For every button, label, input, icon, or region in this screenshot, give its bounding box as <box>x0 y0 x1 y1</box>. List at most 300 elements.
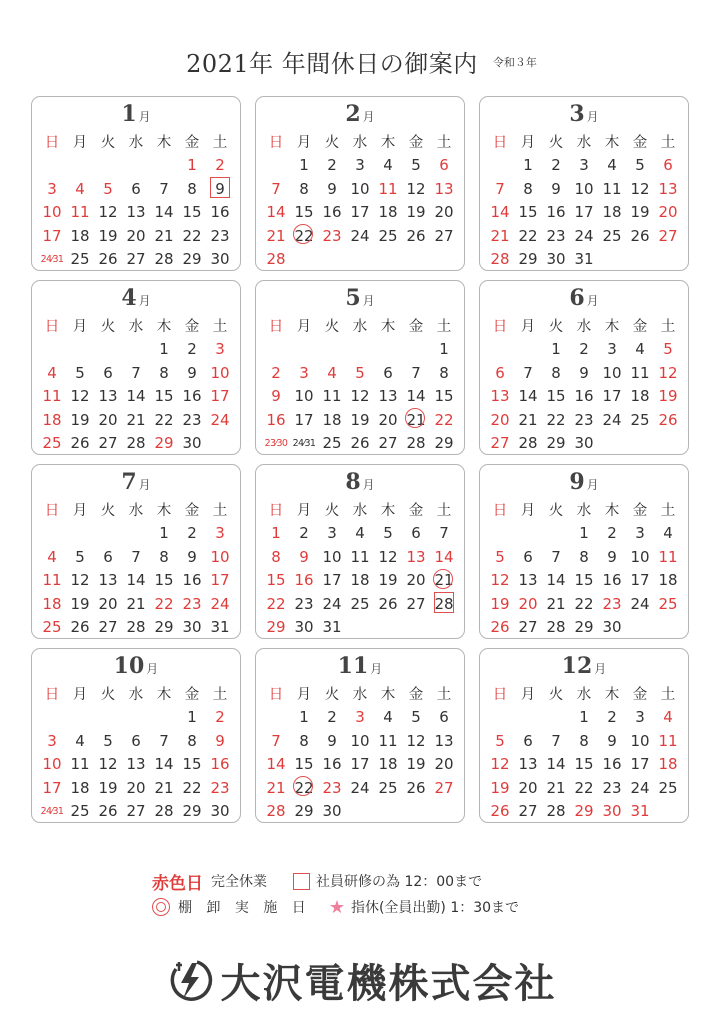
day-cell: 5 <box>383 524 393 543</box>
empty-cell <box>318 338 346 362</box>
month-10 <box>31 648 241 823</box>
day-cell: 20 <box>406 571 426 590</box>
day-cell: 11 <box>630 363 650 382</box>
day-cell: 29 <box>154 618 174 637</box>
day-cell: 23 <box>210 778 230 797</box>
day-cell: 26 <box>378 594 398 613</box>
month-number: 5 <box>345 285 361 311</box>
day-cell: 7 <box>523 363 533 382</box>
day-cell: 19 <box>630 203 650 222</box>
empty-cell <box>66 522 94 546</box>
empty-cell <box>66 338 94 362</box>
day-cell: 17 <box>294 410 314 429</box>
weekday-label: 月 <box>296 319 312 336</box>
day-cell: 27 <box>126 802 146 821</box>
day-cell: 26 <box>490 618 510 637</box>
weekday-label: 日 <box>268 687 284 704</box>
day-cell: 17 <box>574 203 594 222</box>
day-cell: 13 <box>126 203 146 222</box>
day-cell: 5 <box>355 363 365 382</box>
day-cell: 7 <box>271 731 281 750</box>
month-number: 9 <box>569 469 585 495</box>
day-cell: 6 <box>439 708 449 727</box>
day-cell: 8 <box>187 731 197 750</box>
day-cell: 5 <box>75 547 85 566</box>
day-cell: 30 <box>574 434 594 453</box>
day-cell: 7 <box>495 179 505 198</box>
month-label: 月 <box>362 478 375 492</box>
month-number: 6 <box>569 285 585 311</box>
empty-cell <box>38 706 66 730</box>
day-cell: 18 <box>322 410 342 429</box>
day-cell: 8 <box>523 179 533 198</box>
day-cell: 10 <box>350 179 370 198</box>
legend <box>152 870 592 922</box>
empty-cell <box>262 706 290 730</box>
day-cell: 26 <box>658 410 678 429</box>
day-cell: 7 <box>551 731 561 750</box>
weekday-label: 土 <box>212 503 228 520</box>
era-label: 令和３年 <box>492 56 537 69</box>
day-cell: 26 <box>350 434 370 453</box>
day-cell: 22 <box>154 594 174 613</box>
day-cell: 1 <box>271 524 281 543</box>
day-cell: 1 <box>299 156 309 175</box>
day-grid <box>262 314 458 455</box>
weekday-label: 水 <box>576 319 592 336</box>
month-number: 3 <box>569 101 585 127</box>
weekday-label: 木 <box>380 319 396 336</box>
day-cell: 27 <box>434 778 454 797</box>
day-cell: 10 <box>294 387 314 406</box>
day-cell: 13 <box>518 571 538 590</box>
day-cell: 2 <box>215 156 225 175</box>
empty-cell <box>94 154 122 178</box>
day-cell: 29 <box>574 618 594 637</box>
day-cell: 2 <box>327 156 337 175</box>
month-label: 月 <box>362 294 375 308</box>
day-cell: 8 <box>159 363 169 382</box>
day-cell: 22 <box>266 594 286 613</box>
day-cell: 3 <box>355 708 365 727</box>
day-cell: 25 <box>42 434 62 453</box>
day-cell: 14 <box>406 387 426 406</box>
weekday-label: 木 <box>604 503 620 520</box>
header <box>0 44 723 84</box>
empty-cell <box>514 338 542 362</box>
day-cell: 24 <box>322 594 342 613</box>
day-cell: 29 <box>546 434 566 453</box>
day-cell: 19 <box>98 226 118 245</box>
day-cell: 23 <box>182 410 202 429</box>
month-number: 4 <box>121 285 137 311</box>
month-label: 月 <box>138 294 151 308</box>
month-header <box>256 285 464 311</box>
day-cell: 9 <box>607 547 617 566</box>
day-cell: 30 <box>546 250 566 269</box>
day-cell: 27 <box>518 802 538 821</box>
day-cell: 3 <box>47 731 57 750</box>
day-grid <box>486 130 682 271</box>
day-cell: 11 <box>378 731 398 750</box>
day-cell: 15 <box>182 755 202 774</box>
day-cell: 25 <box>658 778 678 797</box>
day-cell: 7 <box>159 731 169 750</box>
day-cell: 11 <box>322 387 342 406</box>
weekday-label: 火 <box>548 319 564 336</box>
day-cell: 21 <box>266 226 286 245</box>
day-cell: 24 <box>350 778 370 797</box>
weekday-label: 火 <box>548 135 564 152</box>
day-cell: 11 <box>658 731 678 750</box>
day-cell: 20 <box>126 778 146 797</box>
weekday-label: 金 <box>408 687 424 704</box>
month-label: 月 <box>586 478 599 492</box>
empty-cell <box>94 338 122 362</box>
day-cell: 30 <box>182 618 202 637</box>
day-cell: 5 <box>635 156 645 175</box>
day-cell: 6 <box>523 547 533 566</box>
day-cell: 5 <box>495 547 505 566</box>
day-cell: 2 <box>215 708 225 727</box>
day-cell: 9 <box>187 363 197 382</box>
day-cell: 31 <box>630 802 650 821</box>
day-cell: 18 <box>602 203 622 222</box>
day-cell: 25 <box>602 226 622 245</box>
day-cell: 6 <box>523 731 533 750</box>
empty-cell <box>122 706 150 730</box>
weekday-label: 土 <box>436 319 452 336</box>
month-header <box>256 101 464 127</box>
day-cell: 7 <box>439 524 449 543</box>
weekday-label: 水 <box>576 687 592 704</box>
day-cell: 7 <box>131 547 141 566</box>
day-cell: 18 <box>378 203 398 222</box>
day-cell: 9 <box>327 179 337 198</box>
day-cell: 22 <box>182 226 202 245</box>
day-cell: 11 <box>70 755 90 774</box>
day-cell: 22 <box>574 594 594 613</box>
month-label: 月 <box>362 110 375 124</box>
weekday-label: 金 <box>632 319 648 336</box>
day-cell: 15 <box>574 571 594 590</box>
day-cell: 19 <box>70 410 90 429</box>
day-cell: 11 <box>42 571 62 590</box>
day-cell: 20 <box>658 203 678 222</box>
day-cell: 12 <box>378 547 398 566</box>
day-cell: 13 <box>518 755 538 774</box>
month-label: 月 <box>138 110 151 124</box>
day-cell: 27 <box>658 226 678 245</box>
day-cell: 4 <box>47 547 57 566</box>
day-cell: 24 <box>630 594 650 613</box>
day-cell: 23⁄30 <box>264 437 288 449</box>
day-cell: 8 <box>579 731 589 750</box>
day-cell: 18 <box>70 778 90 797</box>
day-cell: 1 <box>579 524 589 543</box>
day-cell: 16 <box>182 571 202 590</box>
empty-cell <box>486 154 514 178</box>
day-cell: 22 <box>574 778 594 797</box>
day-grid <box>38 130 234 271</box>
day-cell: 25 <box>70 250 90 269</box>
legend-red-day-text: 完全休業 <box>211 874 267 890</box>
day-cell: 22 <box>290 224 318 248</box>
day-cell: 10 <box>350 731 370 750</box>
day-cell: 3 <box>47 179 57 198</box>
month-8 <box>255 464 465 639</box>
day-grid <box>262 498 458 639</box>
day-cell: 16 <box>574 387 594 406</box>
day-cell: 22 <box>182 778 202 797</box>
weekday-label: 月 <box>72 319 88 336</box>
weekday-label: 水 <box>576 503 592 520</box>
day-cell: 14 <box>266 755 286 774</box>
day-cell: 28 <box>126 618 146 637</box>
day-cell: 15 <box>294 755 314 774</box>
weekday-label: 金 <box>632 135 648 152</box>
weekday-label: 月 <box>520 135 536 152</box>
month-header <box>32 285 240 311</box>
weekday-label: 水 <box>352 319 368 336</box>
day-cell: 10 <box>574 179 594 198</box>
day-cell: 24 <box>210 594 230 613</box>
day-cell: 22 <box>518 226 538 245</box>
empty-cell <box>66 706 94 730</box>
month-label: 月 <box>594 662 607 676</box>
month-header <box>480 101 688 127</box>
day-grid <box>38 498 234 639</box>
day-cell: 10 <box>210 547 230 566</box>
day-grid <box>38 682 234 823</box>
day-cell: 3 <box>215 340 225 359</box>
day-cell: 16 <box>294 571 314 590</box>
day-cell: 4 <box>75 179 85 198</box>
day-cell: 9 <box>299 547 309 566</box>
day-cell: 7 <box>159 179 169 198</box>
day-cell: 3 <box>299 363 309 382</box>
day-cell: 5 <box>663 340 673 359</box>
day-cell: 16 <box>546 203 566 222</box>
day-cell: 29 <box>182 802 202 821</box>
weekday-label: 水 <box>352 135 368 152</box>
day-cell: 21 <box>402 408 430 432</box>
legend-star-text: 指休(全員出勤) 1：30まで <box>350 900 520 916</box>
day-cell: 1 <box>159 340 169 359</box>
day-cell: 1 <box>187 708 197 727</box>
day-cell: 17 <box>322 571 342 590</box>
weekday-label: 土 <box>660 135 676 152</box>
day-cell: 13 <box>434 731 454 750</box>
day-cell: 10 <box>630 547 650 566</box>
day-cell: 9 <box>327 731 337 750</box>
day-cell: 14 <box>126 571 146 590</box>
day-cell: 9 <box>271 387 281 406</box>
day-cell: 5 <box>103 731 113 750</box>
empty-cell <box>486 522 514 546</box>
day-cell: 10 <box>322 547 342 566</box>
weekday-label: 日 <box>44 503 60 520</box>
day-cell: 21 <box>154 778 174 797</box>
empty-cell <box>122 338 150 362</box>
day-cell: 17 <box>350 755 370 774</box>
day-cell: 14 <box>154 203 174 222</box>
day-cell: 14 <box>126 387 146 406</box>
day-cell: 19 <box>490 594 510 613</box>
day-cell: 21 <box>266 778 286 797</box>
empty-cell <box>514 706 542 730</box>
day-cell: 4 <box>607 156 617 175</box>
weekday-label: 月 <box>72 503 88 520</box>
weekday-label: 月 <box>296 687 312 704</box>
month-number: 12 <box>561 653 593 679</box>
weekday-label: 日 <box>44 135 60 152</box>
weekday-label: 火 <box>100 503 116 520</box>
day-cell: 12 <box>70 571 90 590</box>
day-cell: 23 <box>294 594 314 613</box>
day-cell: 26 <box>70 434 90 453</box>
day-cell: 1 <box>523 156 533 175</box>
day-cell: 4 <box>383 708 393 727</box>
empty-cell <box>262 338 290 362</box>
day-cell: 27 <box>126 250 146 269</box>
month-header <box>256 653 464 679</box>
day-cell: 5 <box>75 363 85 382</box>
day-cell: 1 <box>187 156 197 175</box>
day-cell: 24 <box>602 410 622 429</box>
empty-cell <box>150 706 178 730</box>
day-cell: 13 <box>126 755 146 774</box>
day-cell: 1 <box>439 340 449 359</box>
weekday-label: 土 <box>436 135 452 152</box>
day-cell: 2 <box>607 708 617 727</box>
month-header <box>32 469 240 495</box>
day-cell: 29 <box>574 802 594 821</box>
day-cell: 18 <box>350 571 370 590</box>
day-cell: 27 <box>406 594 426 613</box>
weekday-label: 火 <box>100 687 116 704</box>
day-cell: 18 <box>630 387 650 406</box>
day-cell: 21 <box>518 410 538 429</box>
empty-cell <box>94 706 122 730</box>
day-cell: 6 <box>439 156 449 175</box>
day-cell: 26 <box>490 802 510 821</box>
day-cell: 13 <box>434 179 454 198</box>
day-cell: 7 <box>131 363 141 382</box>
day-cell: 9 <box>579 363 589 382</box>
weekday-label: 金 <box>632 503 648 520</box>
day-cell: 15 <box>574 755 594 774</box>
day-cell: 7 <box>411 363 421 382</box>
weekday-label: 火 <box>324 503 340 520</box>
weekday-label: 水 <box>128 503 144 520</box>
day-cell: 28 <box>154 802 174 821</box>
day-cell: 5 <box>495 731 505 750</box>
day-cell: 29 <box>518 250 538 269</box>
weekday-label: 土 <box>436 687 452 704</box>
weekday-label: 金 <box>184 135 200 152</box>
weekday-label: 水 <box>576 135 592 152</box>
weekday-label: 水 <box>352 503 368 520</box>
weekday-label: 金 <box>408 319 424 336</box>
day-cell: 23 <box>210 226 230 245</box>
day-cell: 8 <box>271 547 281 566</box>
double-circle-icon <box>152 898 170 916</box>
legend-box-text: 社員研修の為 12：00まで <box>316 874 483 890</box>
day-cell: 6 <box>103 363 113 382</box>
day-cell: 1 <box>579 708 589 727</box>
day-cell: 27 <box>378 434 398 453</box>
day-cell: 3 <box>607 340 617 359</box>
day-cell: 21 <box>546 594 566 613</box>
weekday-label: 日 <box>268 135 284 152</box>
weekday-label: 日 <box>492 687 508 704</box>
weekday-label: 月 <box>296 135 312 152</box>
empty-cell <box>486 706 514 730</box>
day-cell: 26 <box>406 226 426 245</box>
month-header <box>32 101 240 127</box>
month-number: 11 <box>337 653 369 679</box>
day-cell: 19 <box>98 778 118 797</box>
day-cell: 27 <box>434 226 454 245</box>
day-cell: 20 <box>98 410 118 429</box>
empty-cell <box>486 338 514 362</box>
day-cell: 19 <box>70 594 90 613</box>
day-cell: 30 <box>322 802 342 821</box>
day-cell: 17 <box>350 203 370 222</box>
day-cell: 26 <box>98 802 118 821</box>
month-header <box>32 653 240 679</box>
weekday-label: 金 <box>408 503 424 520</box>
day-cell: 28 <box>518 434 538 453</box>
day-cell: 24 <box>630 778 650 797</box>
day-cell: 16 <box>602 571 622 590</box>
day-cell: 14 <box>546 571 566 590</box>
weekday-label: 日 <box>492 319 508 336</box>
day-cell: 28 <box>546 618 566 637</box>
day-cell: 18 <box>42 410 62 429</box>
month-header <box>256 469 464 495</box>
day-cell: 15 <box>154 571 174 590</box>
weekday-label: 木 <box>604 135 620 152</box>
day-cell: 14 <box>266 203 286 222</box>
empty-cell <box>38 338 66 362</box>
day-cell: 8 <box>439 363 449 382</box>
day-cell: 9 <box>187 547 197 566</box>
month-label: 月 <box>586 110 599 124</box>
day-cell: 24 <box>210 410 230 429</box>
month-11 <box>255 648 465 823</box>
day-cell: 12 <box>658 363 678 382</box>
day-cell: 12 <box>98 755 118 774</box>
day-cell: 29 <box>434 434 454 453</box>
day-cell: 28 <box>266 250 286 269</box>
weekday-label: 木 <box>604 319 620 336</box>
day-cell: 27 <box>98 434 118 453</box>
day-grid <box>486 314 682 455</box>
day-cell: 2 <box>327 708 337 727</box>
day-cell: 21 <box>126 594 146 613</box>
month-5 <box>255 280 465 455</box>
day-cell: 3 <box>635 708 645 727</box>
empty-cell <box>374 338 402 362</box>
weekday-label: 土 <box>660 319 676 336</box>
day-cell: 4 <box>635 340 645 359</box>
day-cell: 3 <box>355 156 365 175</box>
day-cell: 31 <box>210 618 230 637</box>
day-cell: 2 <box>187 340 197 359</box>
day-cell: 11 <box>658 547 678 566</box>
